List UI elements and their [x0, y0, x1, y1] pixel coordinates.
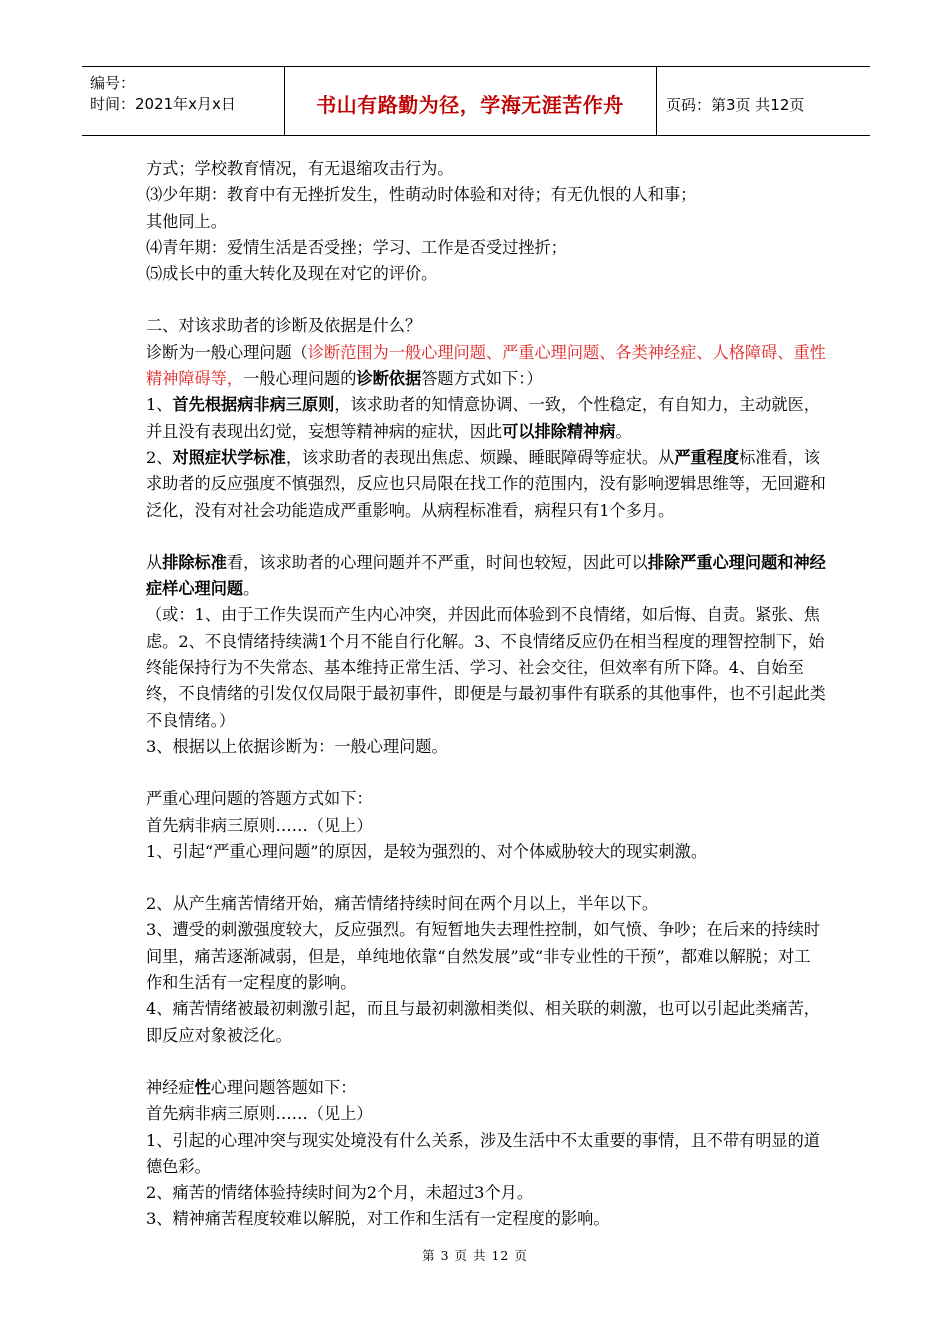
document-number-label: 编号： [90, 74, 136, 92]
header-divider [656, 67, 657, 135]
paragraph: 其他同上。 [146, 211, 227, 231]
highlighted-text: 诊断范围为一般心理问题、严重心理问题、各类神经症、人格障碍、重性精神障碍等， [146, 342, 826, 389]
paragraph: 首先病非病三原则……（见上） [146, 1104, 373, 1124]
paragraph: 3、根据以上依据诊断为：一般心理问题。 [146, 736, 448, 756]
paragraph: ⑷青年期：爱情生活是否受挫；学习、工作是否受过挫折； [146, 237, 567, 257]
paragraph: 2、从产生痛苦情绪开始，痛苦情绪持续时间在两个月以上，半年以下。 [146, 894, 659, 914]
paragraph: ⑶少年期：教育中有无挫折发生，性萌动时体验和对待；有无仇恨的人和事； [146, 185, 697, 205]
paragraph: 3、遭受的刺激强度较大，反应强烈。有短暂地失去理性控制，如气愤、争吵；在后来的持续时间里，痛苦逐渐减弱，但是，单纯地依靠“自然发展”或“非专业性的干预”，都难以解脱；对工作和生活有一定程度的影响。 [146, 920, 820, 993]
diagnosis-paragraph: 诊断为一般心理问题（诊断范围为一般心理问题、严重心理问题、各类神经症、人格障碍、重性精神障碍等，一般心理问题的诊断依据答题方式如下：） [146, 342, 826, 389]
paragraph: 1、首先根据病非病三原则，该求助者的知情意协调、一致，个性稳定，有自知力，主动就医，并且没有表现出幻觉，妄想等精神病的症状，因此可以排除精神病。 [146, 395, 820, 441]
paragraph: 从排除标准看，该求助者的心理问题并不严重，时间也较短，因此可以排除严重心理问题和神经症样心理问题。 [146, 552, 826, 599]
paragraph: 神经症性心理问题答题如下： [146, 1077, 357, 1097]
document-body [146, 156, 826, 1233]
header-page-info: 页码：第3页 共12页 [666, 96, 805, 114]
paragraph: （或：1、由于工作失误而产生内心冲突，并因此而体验到不良情绪，如后悔、自责。紧张、焦虑。2、不良情绪持续满1个月不能自行化解。3、不良情绪反应仍在相当程度的理智控制下，始终能保持行为不失常态、基本维持正常生活、学习、社会交往，但效率有所下降。4、自始至终，不良情绪的引发仅仅局限于最初事件，即便是与最初事件有联系的其他事件，也不引起此类不良情绪。） [146, 605, 826, 730]
paragraph: 首先病非病三原则……（见上） [146, 815, 373, 835]
paragraph: 4、痛苦情绪被最初刺激引起，而且与最初刺激相类似、相关联的刺激，也可以引起此类痛苦，即反应对象被泛化。 [146, 999, 820, 1045]
page-header [82, 66, 870, 136]
paragraph: 2、对照症状学标准，该求助者的表现出焦虑、烦躁、睡眠障碍等症状。从严重程度标准看，该求助者的反应强度不慎强烈，反应也只局限在找工作的范围内，没有影响逻辑思维等，无回避和泛化，没有对社会功能造成严重影响。从病程标准看，病程只有1个多月。 [146, 447, 826, 520]
paragraph: 2、痛苦的情绪体验持续时间为2个月，未超过3个月。 [146, 1183, 534, 1203]
paragraph: ⑸成长中的重大转化及现在对它的评价。 [146, 264, 438, 284]
header-meta [90, 73, 236, 115]
document-time-label: 时间：2021年x月x日 [90, 95, 236, 113]
section-heading: 二、对该求助者的诊断及依据是什么？ [146, 316, 422, 336]
paragraph: 3、精神痛苦程度较难以解脱，对工作和生活有一定程度的影响。 [146, 1209, 610, 1229]
paragraph: 方式；学校教育情况，有无退缩攻击行为。 [146, 159, 454, 178]
paragraph: 1、引起“严重心理问题”的原因，是较为强烈的、对个体威胁较大的现实刺激。 [146, 841, 708, 861]
page-footer: 第 3 页 共 12 页 [422, 1248, 528, 1263]
paragraph: 1、引起的心理冲突与现实处境没有什么关系，涉及生活中不太重要的事情，且不带有明显的道德色彩。 [146, 1130, 820, 1176]
header-motto: 书山有路勤为径，学海无涯苦作舟 [316, 93, 624, 117]
paragraph: 严重心理问题的答题方式如下： [146, 789, 373, 809]
